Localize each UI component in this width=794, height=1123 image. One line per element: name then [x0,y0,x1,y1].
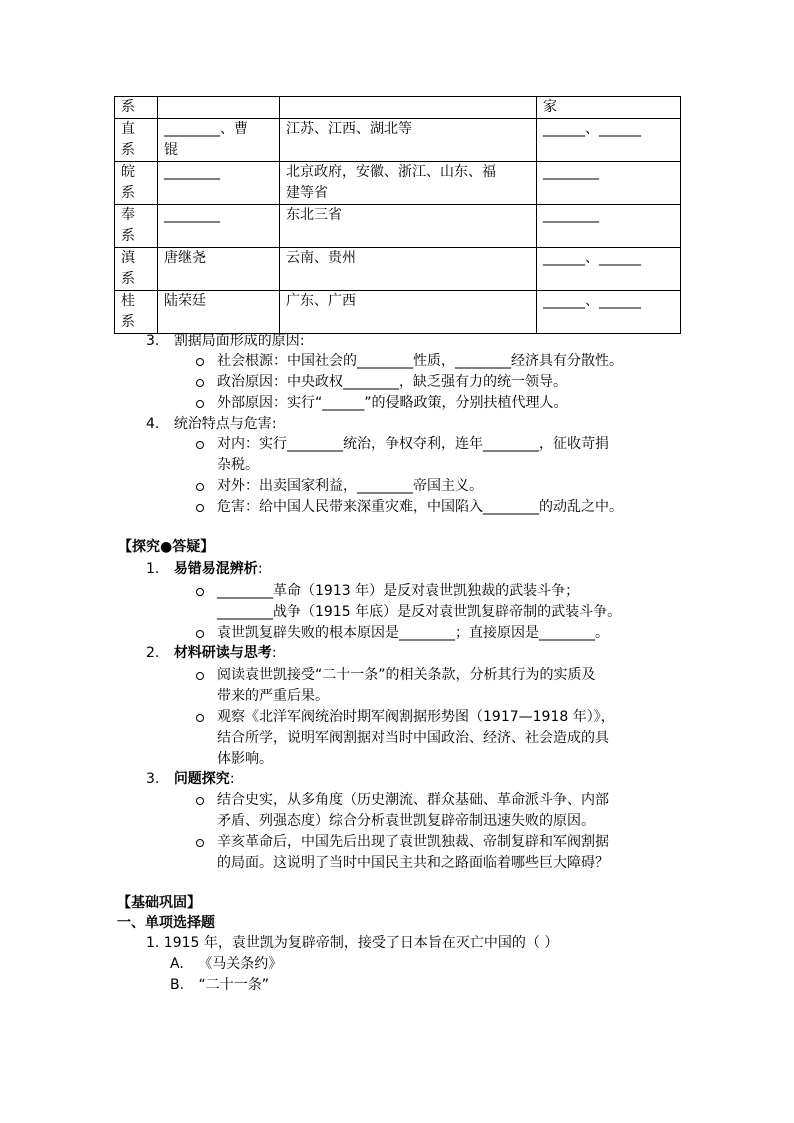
list-item-continuation: 带来的严重后果。 [217,688,329,704]
warlord-factions-table [114,96,681,334]
bullet-icon [196,714,204,722]
explore-header: 【探究●答疑】 [118,539,215,555]
list-item: 对外：出卖国家利益，________帝国主义。 [217,478,483,494]
area-cell [280,97,537,119]
faction-cell: 滇 系 [115,248,158,291]
list-item: 对内：实行________统治，争权夺利，连年________，征收苛捐 [217,436,609,452]
bullet-icon [196,441,204,449]
section-number: 3. [146,333,160,349]
backer-cell: ______、______ [537,119,681,162]
list-item-continuation: 矛盾、列强态度）综合分析袁世凯复辟帝制迅速失败的原因。 [217,813,595,829]
question-title: 问题探究 [173,771,230,787]
explore-q1-heading [146,559,263,579]
backer-cell: ________ [537,162,681,205]
table-row [115,291,681,334]
bullet-icon [196,630,204,638]
list-item: 辛亥革命后，中国先后出现了袁世凯独裁、帝制复辟和军阀割据 [217,834,609,850]
bullet-icon [196,483,204,491]
bullet-icon [196,839,204,847]
section-number: 4. [146,416,160,432]
backer-cell: 家 [537,97,681,119]
title-colon: : [271,645,277,661]
option-label: B. [170,977,185,993]
explore-q2-heading [146,643,277,663]
list-item-continuation: 结合所学，说明军阀割据对当时中国政治、经济、社会造成的具 [217,730,609,746]
list-item: ________革命（1913 年）是反对袁世凯独裁的武装斗争； [217,583,580,599]
list-item-continuation: ________战争（1915 年底）是反对袁世凯复辟帝制的武装斗争。 [217,604,622,620]
faction-cell: 皖 系 [115,162,158,205]
table-row [115,97,681,119]
leader-cell: ________ [158,162,280,205]
list-item-continuation: 体影响。 [217,751,273,767]
section-3-heading [146,331,305,351]
area-cell: 北京政府，安徽、浙江、山东、福 建等省 [280,162,537,205]
question-title: 易错易混辨析 [173,561,258,577]
section-title: 统治特点与危害 [173,416,272,432]
list-item: 危害：给中国人民带来深重灾难，中国陷入________的动乱之中。 [217,499,623,515]
bullet-icon [196,379,204,387]
area-cell: 广东、广西 [280,291,537,334]
faction-cell: 桂 系 [115,291,158,334]
table-row [115,205,681,248]
bullet-icon [196,797,204,805]
option-a [170,954,282,974]
bullet-icon [196,504,204,512]
part-title: 一、单项选择题 [117,915,215,931]
list-item-continuation: 的局面。这说明了当时中国民主共和之路面临着哪些巨大障碍？ [217,855,609,871]
question-title: 材料研读与思考 [173,645,272,661]
table-row [115,119,681,162]
bullet-icon [196,400,204,408]
option-label: A. [170,956,184,972]
option-text: 《马关条约》 [198,956,283,972]
list-item: 外部原因：实行“______”的侵略政策，分别扶植代理人。 [217,395,568,411]
title-colon: : [271,416,277,432]
section-4-heading [146,414,277,434]
area-cell: 东北三省 [280,205,537,248]
bullet-icon [196,358,204,366]
list-item: 社会根源：中国社会的________性质，________经济具有分散性。 [217,353,623,369]
section-title: 割据局面形成的原因 [173,333,300,349]
backer-cell: ______、______ [537,291,681,334]
bullet-icon [196,588,204,596]
faction-cell: 直 系 [115,119,158,162]
backer-cell: ______、______ [537,248,681,291]
title-colon: : [257,561,263,577]
question-number: 1. [146,561,160,577]
list-item: 观察《北洋军阀统治时期军阀割据形势图（1917—1918 年）》， [217,709,615,725]
option-b [170,975,269,995]
list-item-continuation: 杂税。 [217,457,259,473]
option-text: “二十一条” [198,977,270,993]
list-item: 阅读袁世凯接受“二十一条”的相关条款，分析其行为的实质及 [217,667,596,683]
leader-cell [158,97,280,119]
faction-cell: 系 [115,97,158,119]
table-row [115,162,681,205]
area-cell: 江苏、江西、湖北等 [280,119,537,162]
leader-cell: ________、曹 锟 [158,119,280,162]
title-colon: : [299,333,305,349]
title-colon: : [229,771,235,787]
list-item: 政治原因：中央政权________，缺乏强有力的统一领导。 [217,374,567,390]
table-row [115,248,681,291]
question-number: 3. [146,771,160,787]
list-item: 结合史实，从多角度（历史潮流、群众基础、革命派斗争、内部 [217,792,609,808]
bullet-icon [196,672,204,680]
question-1: 1. 1915 年，袁世凯为复辟帝制，接受了日本旨在灭亡中国的（ ） [146,935,559,951]
list-item: 袁世凯复辟失败的根本原因是________；直接原因是________。 [217,625,609,641]
leader-cell: 陆荣廷 [158,291,280,334]
leader-cell: ________ [158,205,280,248]
question-number: 2. [146,645,160,661]
explore-q3-heading [146,769,235,789]
backer-cell: ________ [537,205,681,248]
basic-header: 【基础巩固】 [117,895,201,911]
leader-cell: 唐继尧 [158,248,280,291]
area-cell: 云南、贵州 [280,248,537,291]
faction-cell: 奉 系 [115,205,158,248]
